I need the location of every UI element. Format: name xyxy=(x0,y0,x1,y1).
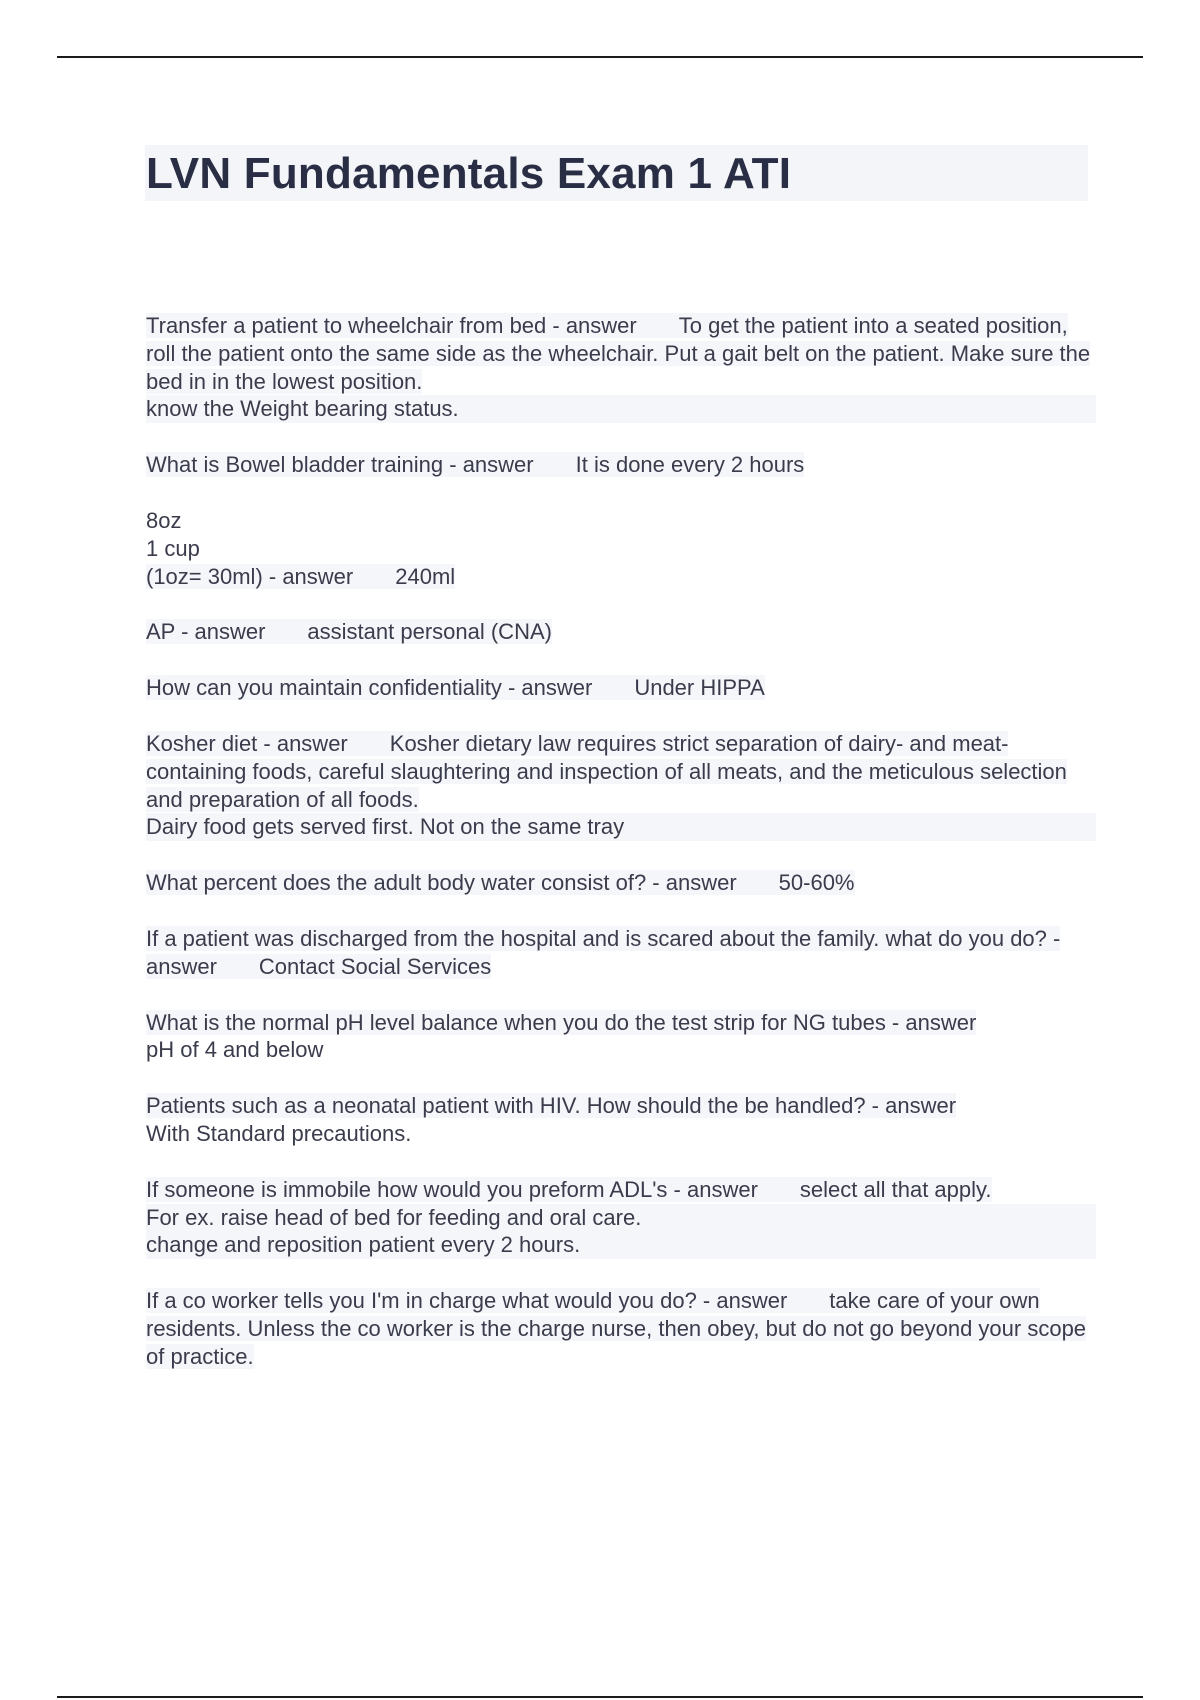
answer-text: assistant personal (CNA) xyxy=(307,619,552,645)
answer-text: Contact Social Services xyxy=(258,953,492,979)
question-line: 1 cup xyxy=(146,535,200,561)
qa-item xyxy=(146,1092,1096,1148)
answer-text: It is done every 2 hours xyxy=(575,452,805,478)
answer-extra-line: change and reposition patient every 2 hours. xyxy=(146,1231,1096,1259)
qa-item xyxy=(146,1287,1096,1370)
qa-item xyxy=(146,925,1096,981)
question-text: If someone is immobile how would you preform ADL's - answer xyxy=(146,1176,758,1202)
answer-text: With Standard precautions. xyxy=(146,1120,412,1146)
answer-extra-line: Dairy food gets served first. Not on the same tray xyxy=(146,813,1096,841)
qa-item xyxy=(146,674,1096,702)
question-line: 8oz xyxy=(146,507,182,533)
question-text: What percent does the adult body water consist of? - answer xyxy=(146,870,737,896)
question-text: (1oz= 30ml) - answer xyxy=(146,563,354,589)
bottom-rule xyxy=(57,1696,1143,1698)
qa-item xyxy=(146,451,1096,479)
qa-item xyxy=(146,869,1096,897)
question-text: Patients such as a neonatal patient with HIV. How should the be handled? - answer xyxy=(146,1093,957,1119)
top-rule xyxy=(57,56,1143,58)
question-text: If a patient was discharged from the hospital and is scared about the family. what do you do? - answer xyxy=(146,925,1061,979)
qa-list xyxy=(146,312,1096,1399)
question-text: AP - answer xyxy=(146,619,266,645)
qa-item xyxy=(146,1009,1096,1065)
question-text: If a co worker tells you I'm in charge what would you do? - answer xyxy=(146,1288,788,1314)
question-text: What is Bowel bladder training - answer xyxy=(146,452,534,478)
qa-item xyxy=(146,1176,1096,1259)
answer-extra-line: For ex. raise head of bed for feeding and oral care. xyxy=(146,1204,1096,1232)
answer-text: 50-60% xyxy=(778,870,855,896)
answer-text: select all that apply. xyxy=(799,1176,992,1202)
answer-text: 240ml xyxy=(395,563,456,589)
page-title: LVN Fundamentals Exam 1 ATI xyxy=(146,149,792,198)
question-text: Transfer a patient to wheelchair from bed - answer xyxy=(146,313,637,338)
qa-item xyxy=(146,730,1096,841)
question-text: Kosher diet - answer xyxy=(146,730,348,756)
answer-extra-line: know the Weight bearing status. xyxy=(146,395,1096,423)
question-text: How can you maintain confidentiality - answer xyxy=(146,675,593,701)
answer-text: To get the patient into a seated position, roll the patient onto the same side as the wheelchair. Put a gait belt on the patient. Make sure the bed in in the lowest position. xyxy=(146,313,1091,394)
answer-text: Kosher dietary law requires strict separation of dairy- and meat-containing foods, careful slaughtering and inspection of all meats, and the meticulous selection and preparation of all foods. xyxy=(146,730,1067,812)
answer-text: pH of 4 and below xyxy=(146,1037,324,1063)
qa-item xyxy=(146,618,1096,646)
qa-item xyxy=(146,507,1096,590)
qa-item xyxy=(146,312,1096,423)
answer-text: take care of your own residents. Unless the co worker is the charge nurse, then obey, but do not go beyond your scope of practice. xyxy=(146,1288,1087,1369)
answer-text: Under HIPPA xyxy=(634,675,765,701)
question-text: What is the normal pH level balance when you do the test strip for NG tubes - answer xyxy=(146,1009,977,1035)
